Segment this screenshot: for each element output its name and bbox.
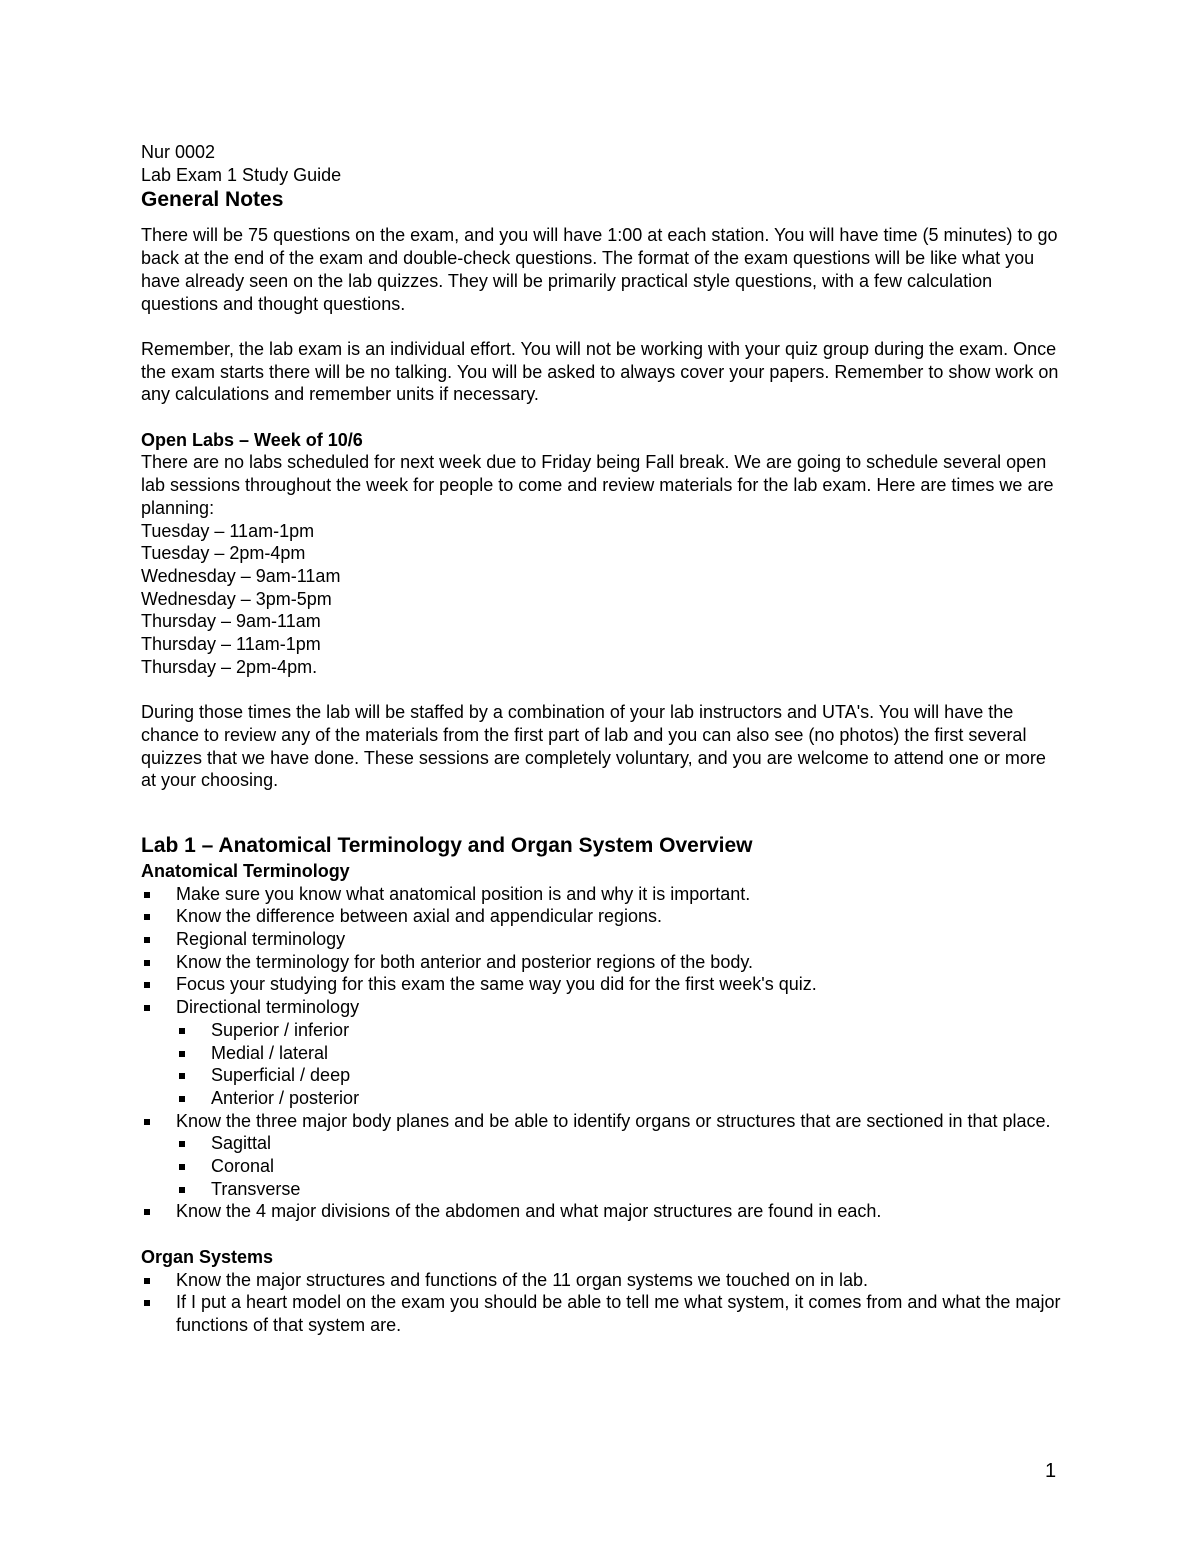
open-lab-time: Tuesday – 2pm-4pm (141, 543, 306, 564)
sub-list-item: Superior / inferior (176, 1019, 1061, 1042)
anatomical-terminology-heading: Anatomical Terminology (141, 860, 350, 881)
document-title: Lab Exam 1 Study Guide (141, 164, 342, 185)
open-lab-time: Wednesday – 3pm-5pm (141, 588, 332, 609)
list-item-directional (141, 996, 1061, 1110)
open-lab-time: Thursday – 2pm-4pm. (141, 656, 318, 677)
organ-systems-list (141, 1269, 1061, 1337)
sub-list-item: Medial / lateral (176, 1042, 1061, 1065)
general-notes-heading: General Notes (141, 188, 284, 212)
general-notes-paragraph-2: Remember, the lab exam is an individual effort. You will not be working with your quiz group during the exam. Once the exam starts there will be no talking. You will be asked to always cover your papers. Remember to show work on any calculations and remember units if necessary. (141, 338, 1059, 405)
sub-list-item: Anterior / posterior (176, 1087, 1061, 1110)
list-item: Regional terminology (141, 928, 1061, 951)
list-item: Know the major structures and functions of the 11 organ systems we touched on in lab. (141, 1269, 1061, 1292)
open-labs-times (141, 520, 1061, 679)
open-lab-time: Wednesday – 9am-11am (141, 565, 341, 586)
open-labs-heading: Open Labs – Week of 10/6 (141, 429, 363, 450)
directional-sublist (176, 1019, 1061, 1110)
document-body (141, 141, 1061, 1337)
anatomical-terminology-list (141, 883, 1061, 1224)
list-item-label: Directional terminology (176, 997, 360, 1018)
list-item-planes (141, 1110, 1061, 1201)
list-item: Know the terminology for both anterior and posterior regions of the body. (141, 951, 1061, 974)
list-item-label: Know the three major body planes and be able to identify organs or structures that are sectioned in that place. (176, 1110, 1051, 1131)
open-lab-time: Thursday – 11am-1pm (141, 634, 321, 655)
sub-list-item: Transverse (176, 1178, 1061, 1201)
page-number: 1 (1045, 1460, 1057, 1482)
open-lab-time: Tuesday – 11am-1pm (141, 520, 315, 541)
list-item: Make sure you know what anatomical position is and why it is important. (141, 883, 1061, 906)
list-item: If I put a heart model on the exam you should be able to tell me what system, it comes from and what the major functions of that system are. (141, 1291, 1061, 1336)
general-notes-paragraph-1: There will be 75 questions on the exam, and you will have 1:00 at each station. You will have time (5 minutes) to go back at the end of the exam and double-check questions. The format of the exam questions will be like what you have already seen on the lab quizzes. They will be primarily practical style questions, with a few calculation questions and thought questions. (141, 225, 1058, 314)
sub-list-item: Coronal (176, 1155, 1061, 1178)
list-item: Know the 4 major divisions of the abdomen and what major structures are found in each. (141, 1200, 1061, 1223)
lab1-heading: Lab 1 – Anatomical Terminology and Organ System Overview (141, 833, 753, 857)
list-item: Know the difference between axial and appendicular regions. (141, 905, 1061, 928)
open-labs-closing: During those times the lab will be staffed by a combination of your lab instructors and UTA's. You will have the chance to review any of the materials from the first part of lab and you can also see (no photos) the first several quizzes that we have done. These sessions are completely voluntary, and you are welcome to attend one or more at your choosing. (141, 702, 1046, 791)
open-lab-time: Thursday – 9am-11am (141, 611, 321, 632)
open-labs-intro: There are no labs scheduled for next week due to Friday being Fall break. We are going to schedule several open lab sessions throughout the week for people to come and review materials for the lab exam. Here are times we are planning: (141, 452, 1054, 518)
sub-list-item: Superficial / deep (176, 1064, 1061, 1087)
planes-sublist (176, 1132, 1061, 1200)
sub-list-item: Sagittal (176, 1132, 1061, 1155)
list-item: Focus your studying for this exam the same way you did for the first week's quiz. (141, 973, 1061, 996)
course-code: Nur 0002 (141, 142, 216, 162)
organ-systems-heading: Organ Systems (141, 1246, 274, 1267)
